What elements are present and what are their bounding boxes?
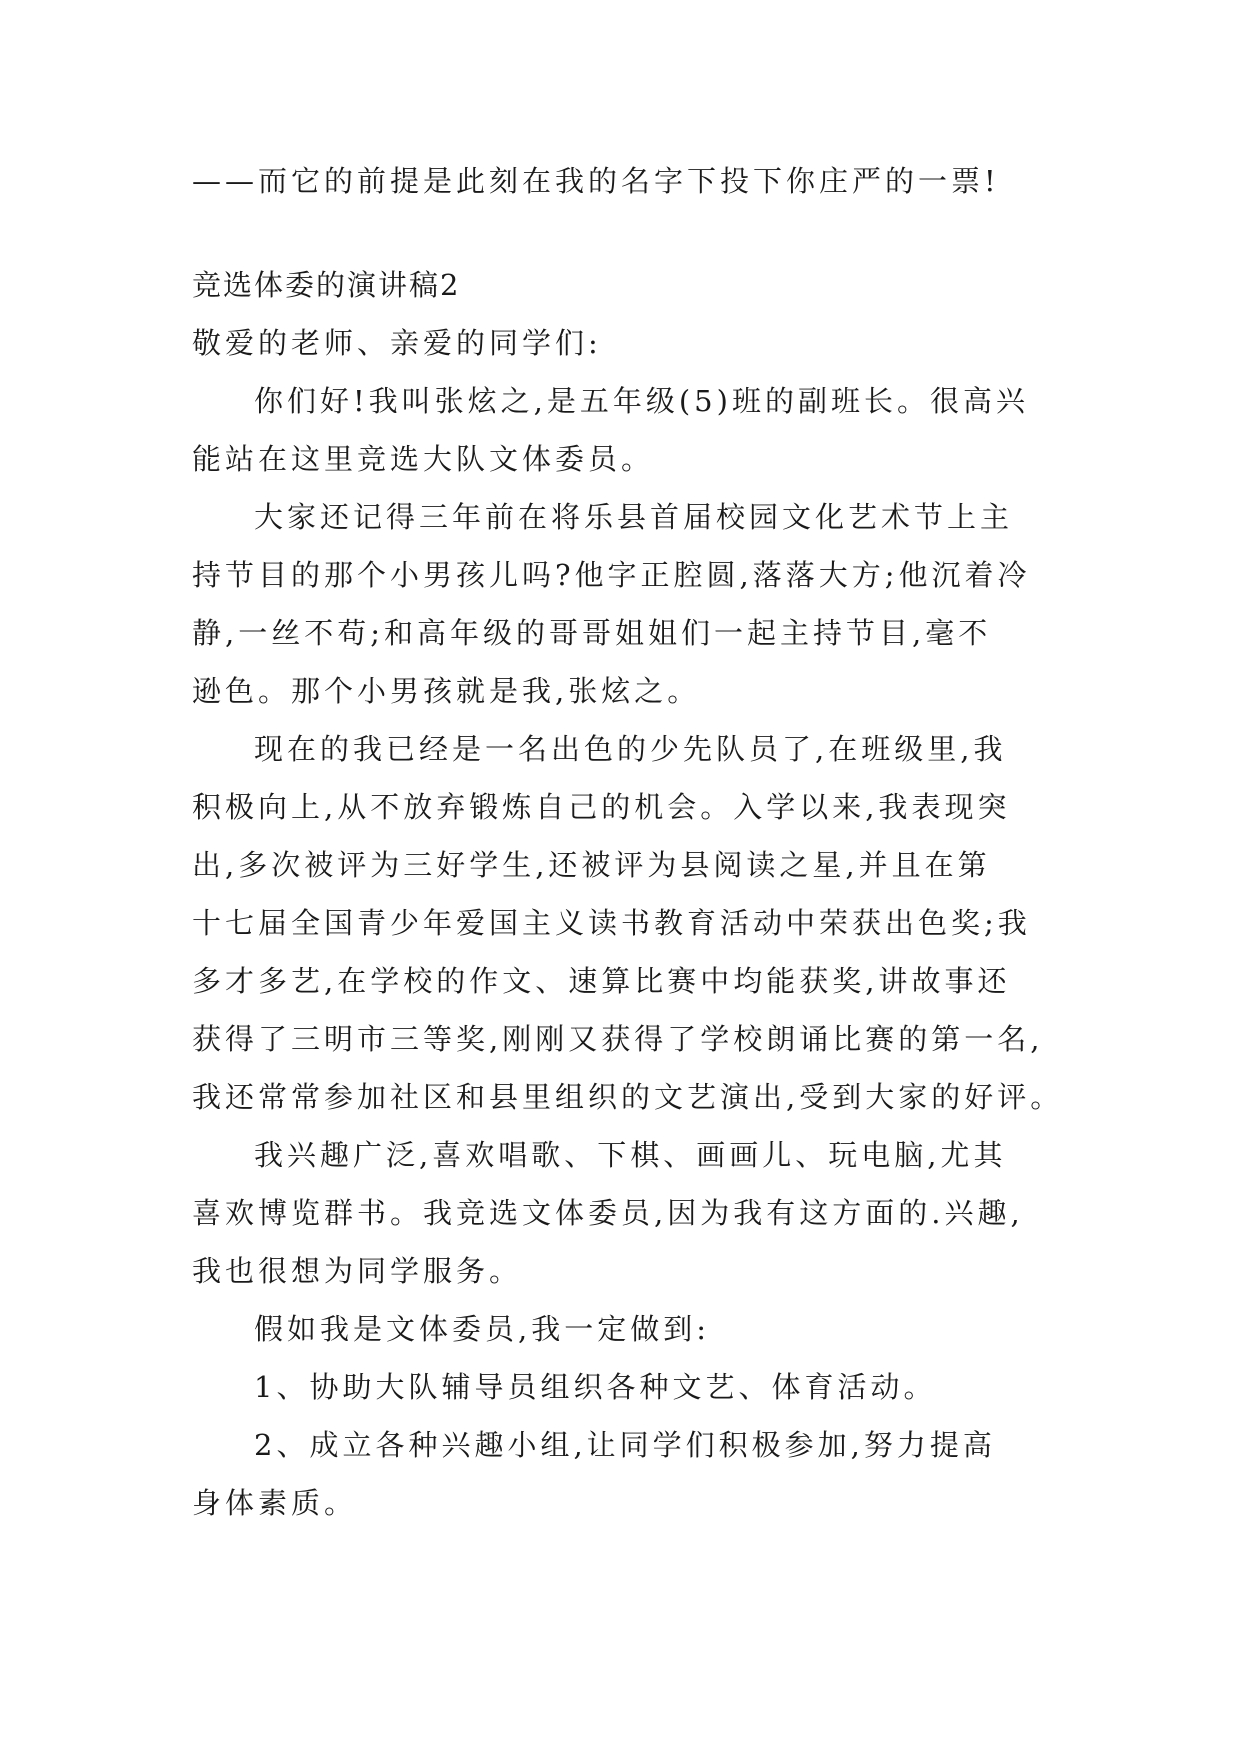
intro-line: ——而它的前提是此刻在我的名字下投下你庄严的一票! xyxy=(192,164,1000,198)
paragraph-line: 大家还记得三年前在将乐县首届校园文化艺术节上主 xyxy=(254,500,1014,534)
paragraph-line: 我还常常参加社区和县里组织的文艺演出,受到大家的好评。 xyxy=(192,1080,1064,1114)
paragraph-4 xyxy=(192,1126,1052,1300)
paragraph-6 xyxy=(192,1358,1052,1416)
paragraph-line: 现在的我已经是一名出色的少先队员了,在班级里,我 xyxy=(254,732,1007,766)
paragraph-line: 我兴趣广泛,喜欢唱歌、下棋、画画儿、玩电脑,尤其 xyxy=(254,1138,1007,1172)
paragraph-5 xyxy=(192,1300,1052,1358)
paragraph-line: 身体素质。 xyxy=(192,1486,358,1520)
paragraph-line: 能站在这里竞选大队文体委员。 xyxy=(192,442,655,476)
paragraph-line: 积极向上,从不放弃锻炼自己的机会。入学以来,我表现突 xyxy=(192,790,1011,824)
paragraph-line: 你们好!我叫张炫之,是五年级(5)班的副班长。很高兴 xyxy=(254,384,1029,418)
salutation: 敬爱的老师、亲爱的同学们: xyxy=(192,326,602,360)
paragraph-line: 假如我是文体委员,我一定做到: xyxy=(254,1312,710,1346)
paragraph-line: 2、成立各种兴趣小组,让同学们积极参加,努力提高 xyxy=(254,1428,996,1462)
section-heading: 竞选体委的演讲稿2 xyxy=(192,268,461,302)
paragraph-3 xyxy=(192,720,1064,1126)
paragraph-7 xyxy=(192,1416,1052,1532)
paragraph-1 xyxy=(192,372,1052,488)
paragraph-line: 1、协助大队辅导员组织各种文艺、体育活动。 xyxy=(254,1370,937,1404)
paragraph-line: 静,一丝不苟;和高年级的哥哥姐姐们一起主持节目,毫不 xyxy=(192,616,992,650)
paragraph-line: 多才多艺,在学校的作文、速算比赛中均能获奖,讲故事还 xyxy=(192,964,1011,998)
paragraph-line: 出,多次被评为三好学生,还被评为县阅读之星,并且在第 xyxy=(192,848,991,882)
paragraph-line: 获得了三明市三等奖,刚刚又获得了学校朗诵比赛的第一名, xyxy=(192,1022,1044,1056)
paragraph-line: 十七届全国青少年爱国主义读书教育活动中荣获出色奖;我 xyxy=(192,906,1031,940)
paragraph-line: 我也很想为同学服务。 xyxy=(192,1254,523,1288)
paragraph-2 xyxy=(192,488,1052,720)
document-body xyxy=(192,152,1064,1532)
paragraph-line: 持节目的那个小男孩儿吗?他字正腔圆,落落大方;他沉着冷 xyxy=(192,558,1031,592)
paragraph-line: 逊色。那个小男孩就是我,张炫之。 xyxy=(192,674,701,708)
paragraph-line: 喜欢博览群书。我竞选文体委员,因为我有这方面的.兴趣, xyxy=(192,1196,1024,1230)
